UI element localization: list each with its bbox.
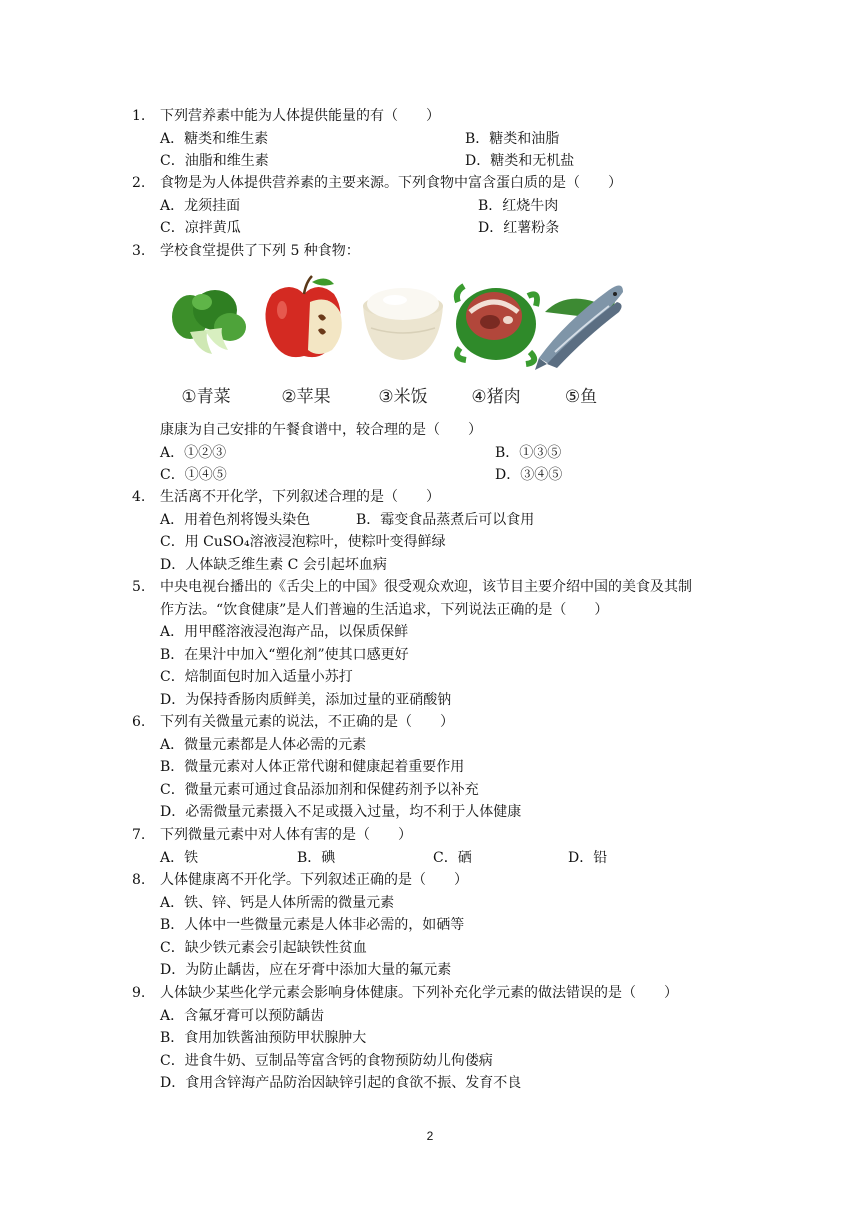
food-item-apple	[260, 272, 352, 417]
option-c: C．油脂和维生素	[160, 153, 269, 169]
question-number: 6.	[132, 714, 146, 730]
option-c: C．凉拌黄瓜	[160, 220, 241, 236]
question-4	[132, 486, 722, 576]
option-d: D．必需微量元素摄入不足或摄入过量，均不利于人体健康	[160, 804, 522, 820]
option-a: A．①②③	[160, 444, 227, 461]
option-c: C．焙制面包时加入适量小苏打	[160, 669, 353, 685]
option-a: A．龙须挂面	[160, 197, 241, 214]
question-2	[132, 172, 722, 240]
food-label: ③米饭	[378, 387, 428, 407]
option-a: A．铁	[160, 849, 199, 866]
question-6	[132, 711, 722, 824]
question-number: 1.	[132, 108, 146, 124]
question-5	[132, 576, 722, 711]
option-c: C．①④⑤	[160, 467, 227, 483]
option-a: A．用着色剂将馒头染色	[160, 511, 311, 528]
option-b: B．在果汁中加入“塑化剂”使其口感更好	[160, 646, 409, 663]
question-text: 生活离不开化学，下列叙述合理的是（ ）	[160, 489, 440, 505]
option-d: D．糖类和无机盐	[465, 153, 575, 169]
option-b: B．霉变食品蒸煮后可以食用	[356, 511, 535, 528]
question-text: 下列有关微量元素的说法，不正确的是（ ）	[160, 714, 454, 730]
food-item-rice	[357, 272, 449, 417]
pork-image	[450, 272, 542, 372]
bok-choy-image	[160, 272, 252, 372]
apple-image	[260, 272, 352, 372]
option-b: B．①③⑤	[495, 444, 562, 461]
question-3	[132, 240, 722, 263]
option-a: A．含氟牙膏可以预防龋齿	[160, 1007, 325, 1024]
question-number: 2.	[132, 175, 146, 191]
question-number: 3.	[132, 243, 146, 259]
question-text-continued: 作方法。“饮食健康”是人们普遍的生活追求，下列说法正确的是（ ）	[160, 601, 609, 618]
option-a: A．糖类和维生素	[160, 130, 269, 147]
question-number: 7.	[132, 827, 146, 843]
option-d: D．人体缺乏维生素 C 会引起坏血病	[160, 556, 387, 573]
option-d: D．为防止龋齿，应在牙膏中添加大量的氟元素	[160, 962, 452, 978]
rice-bowl-image	[357, 272, 449, 372]
question-7	[132, 824, 722, 869]
food-images	[160, 272, 630, 417]
page-number: 2	[426, 1129, 434, 1143]
food-label: ④猪肉	[471, 387, 521, 407]
option-c: C．微量元素可通过食品添加剂和保健药剂予以补充	[160, 781, 479, 798]
question-number: 9.	[132, 985, 146, 1001]
question-9	[132, 982, 722, 1095]
question-subtext: 康康为自己安排的午餐食谱中，较合理的是（ ）	[160, 422, 482, 438]
food-item-vegetable	[160, 272, 252, 417]
option-b: B．食用加铁酱油预防甲状腺肿大	[160, 1030, 367, 1046]
food-label: ①青菜	[181, 387, 231, 407]
option-a: A．用甲醛溶液浸泡海产品，以保质保鲜	[160, 624, 409, 640]
option-c: C．用 CuSO₄溶液浸泡粽叶，使粽叶变得鲜绿	[160, 534, 446, 550]
question-number: 5.	[132, 579, 146, 595]
option-c: C．硒	[433, 849, 472, 866]
question-number: 4.	[132, 489, 146, 505]
question-text: 中央电视台播出的《舌尖上的中国》很受观众欢迎，该节目主要介绍中国的美食及其制	[160, 579, 692, 595]
question-text: 下列营养素中能为人体提供能量的有（ ）	[160, 108, 440, 124]
option-d: D．③④⑤	[495, 467, 563, 483]
question-text: 人体缺少某些化学元素会影响身体健康。下列补充化学元素的做法错误的是（ ）	[160, 985, 678, 1001]
option-a: A．铁、锌、钙是人体所需的微量元素	[160, 894, 395, 911]
option-b: B．微量元素对人体正常代谢和健康起着重要作用	[160, 759, 465, 775]
food-item-fish	[535, 272, 627, 417]
option-b: B．人体中一些微量元素是人体非必需的，如硒等	[160, 917, 465, 933]
option-c: C．进食牛奶、豆制品等富含钙的食物预防幼儿佝偻病	[160, 1052, 493, 1069]
option-d: D．红薯粉条	[478, 220, 560, 236]
question-text: 下列微量元素中对人体有害的是（ ）	[160, 827, 412, 843]
option-b: B．糖类和油脂	[465, 130, 560, 147]
fish-image	[535, 272, 627, 372]
food-label: ②苹果	[281, 387, 331, 407]
question-3-choices	[132, 419, 722, 487]
option-c: C．缺少铁元素会引起缺铁性贫血	[160, 939, 367, 956]
option-d: D．为保持香肠肉质鲜美，添加过量的亚硝酸钠	[160, 691, 452, 708]
option-b: B．碘	[297, 849, 336, 866]
option-d: D．铅	[568, 849, 608, 866]
option-b: B．红烧牛肉	[478, 197, 559, 214]
question-number: 8.	[132, 872, 146, 888]
option-a: A．微量元素都是人体必需的元素	[160, 736, 367, 753]
question-text: 学校食堂提供了下列 5 种食物：	[160, 243, 360, 259]
food-label: ⑤鱼	[564, 387, 598, 407]
question-text: 食物是为人体提供营养素的主要来源。下列食物中富含蛋白质的是（ ）	[160, 175, 622, 191]
question-8	[132, 869, 722, 982]
question-1	[132, 105, 722, 173]
food-item-pork	[450, 272, 542, 417]
question-text: 人体健康离不开化学。下列叙述正确的是（ ）	[160, 872, 468, 888]
option-d: D．食用含锌海产品防治因缺锌引起的食欲不振、发育不良	[160, 1075, 522, 1091]
